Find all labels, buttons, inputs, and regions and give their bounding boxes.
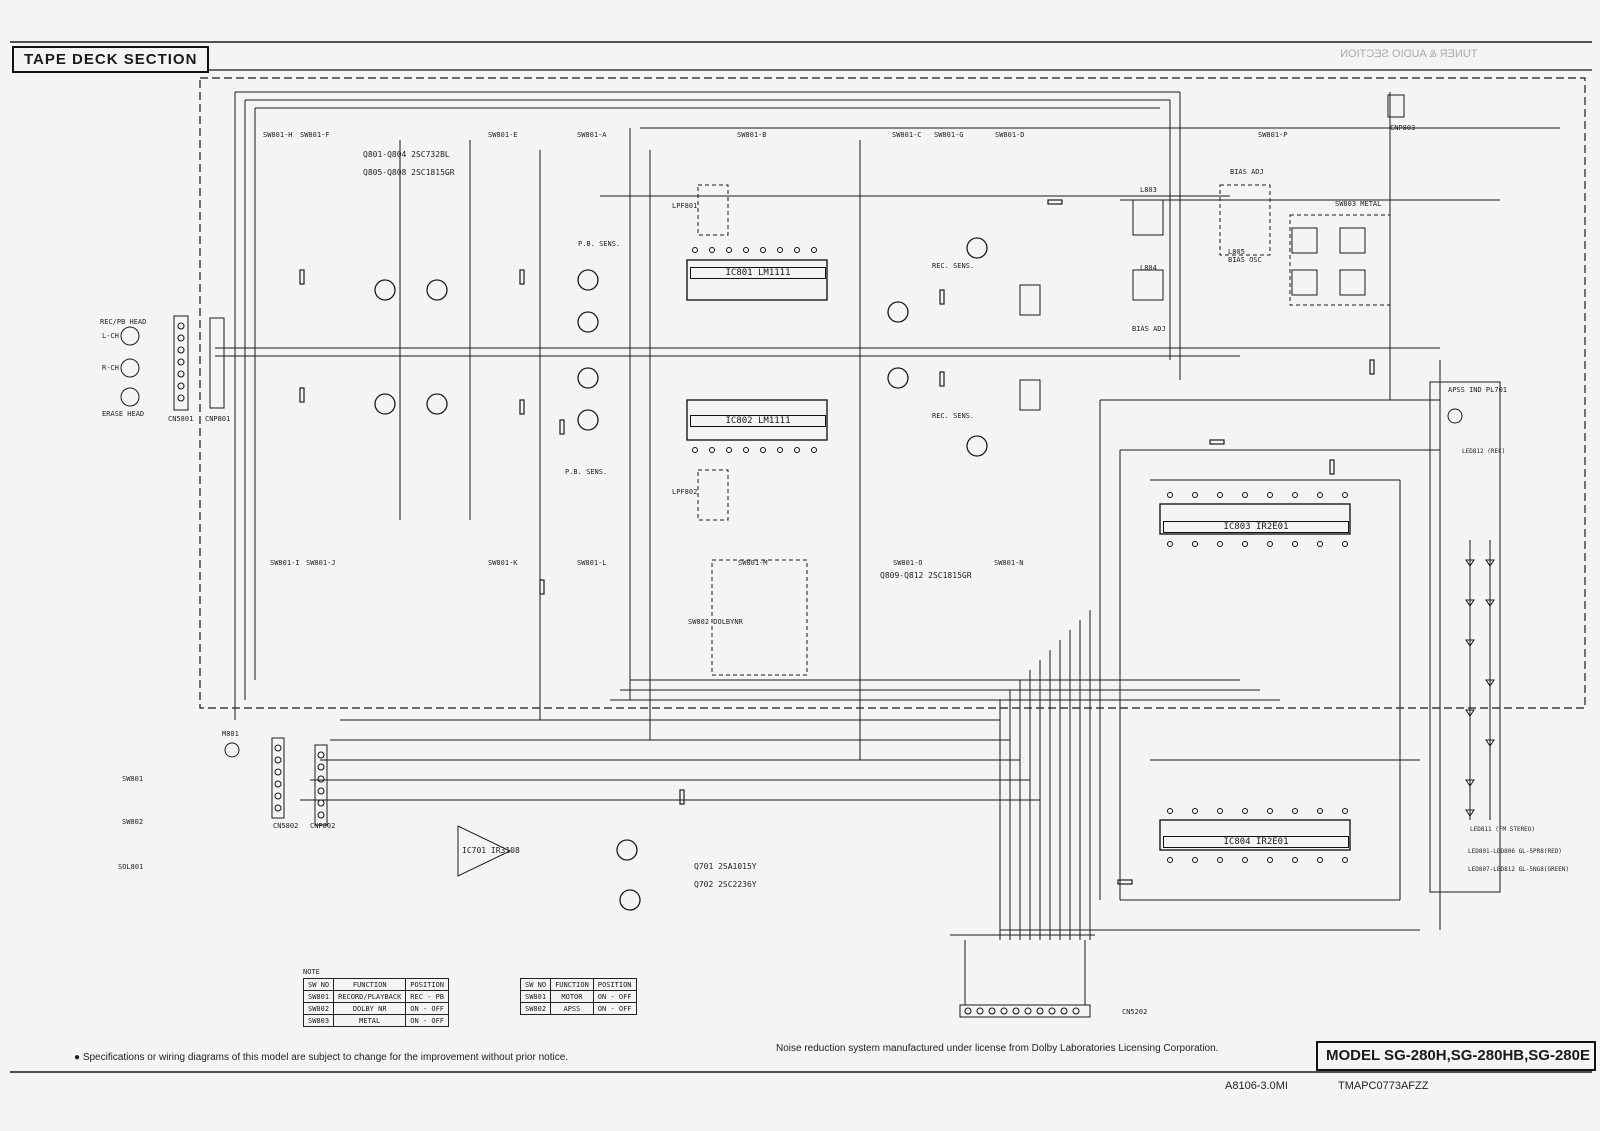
- connector-label: CN5801: [168, 415, 194, 423]
- table-cell: DOLBY NR: [334, 1003, 406, 1015]
- switch-label: SW801-L: [577, 559, 607, 567]
- doc-code: A8106-3.0MI: [1225, 1080, 1288, 1092]
- led-label: LED811 (FM STEREO): [1470, 826, 1536, 833]
- table-cell: METAL: [334, 1015, 406, 1027]
- connector-label: CNP803: [1390, 124, 1416, 132]
- note-table-2: [520, 978, 637, 1015]
- ic-label: IC804 IR2E01: [1163, 836, 1349, 848]
- switch-label: SW801-C: [892, 131, 922, 139]
- transistor-label: Q809-Q812 2SC1815GR: [880, 571, 972, 580]
- led-label: LED812 (REC): [1462, 448, 1506, 455]
- head-label: R-CH: [102, 364, 119, 372]
- connector-label: CNP802: [310, 822, 336, 830]
- transistor-label: Q805-Q808 2SC1815GR: [363, 168, 455, 177]
- table-cell: SW801: [521, 991, 551, 1003]
- coil-label: L803: [1140, 186, 1157, 194]
- ic-label: IC701 IR3108: [462, 846, 520, 855]
- switch-label: SW802 DOLBYNR: [688, 618, 743, 626]
- table-header: FUNCTION: [334, 979, 406, 991]
- sens-label: P.B. SENS.: [578, 240, 621, 248]
- table-cell: MOTOR: [551, 991, 594, 1003]
- head-label: L-CH: [102, 332, 119, 340]
- table-row: [521, 991, 637, 1003]
- table-header: POSITION: [406, 979, 449, 991]
- switch-label: SW801-O: [893, 559, 923, 567]
- note-table-1: [303, 978, 449, 1027]
- table-cell: SW802: [304, 1003, 334, 1015]
- head-label: REC/PB HEAD: [100, 318, 147, 326]
- connector-label: CN5802: [273, 822, 299, 830]
- ghost-title: TUNER & AUDIO SECTION: [1340, 48, 1478, 60]
- table-cell: RECORD/PLAYBACK: [334, 991, 406, 1003]
- table-cell: ON - OFF: [406, 1003, 449, 1015]
- table-row: [521, 1003, 637, 1015]
- switch-label: SW801-A: [577, 131, 607, 139]
- transistor-label: Q801-Q804 2SC732BL: [363, 150, 450, 159]
- ic-label: IC803 IR2E01: [1163, 521, 1349, 533]
- table-header: SW NO: [521, 979, 551, 991]
- table-cell: SW802: [521, 1003, 551, 1015]
- led-label: LED807-LED812 GL-5NG8(GREEN): [1468, 866, 1570, 873]
- motor-label: M801: [222, 730, 239, 738]
- switch-label: SW801-K: [488, 559, 518, 567]
- note-title: NOTE: [303, 968, 320, 976]
- table-cell: SW803: [304, 1015, 334, 1027]
- switch-label: SW801-D: [995, 131, 1025, 139]
- switch-label: SW801-M: [738, 559, 768, 567]
- table-header: FUNCTION: [551, 979, 594, 991]
- table-cell: ON - OFF: [593, 991, 636, 1003]
- section-title: TAPE DECK SECTION: [12, 46, 209, 73]
- sens-label: REC. SENS.: [932, 262, 975, 270]
- table-cell: REC - PB: [406, 991, 449, 1003]
- switch-label: SW803 METAL: [1335, 200, 1382, 208]
- table-row: [304, 1015, 449, 1027]
- table-cell: ON - OFF: [593, 1003, 636, 1015]
- sens-label: REC. SENS.: [932, 412, 975, 420]
- table-cell: SW801: [304, 991, 334, 1003]
- doc-code: TMAPC0773AFZZ: [1338, 1080, 1429, 1092]
- table-cell: APSS: [551, 1003, 594, 1015]
- table-row: [304, 1003, 449, 1015]
- dolby-notice: Noise reduction system manufactured under license from Dolby Laboratories Licensing Corporation.: [776, 1043, 1219, 1054]
- switch-label: SW801: [122, 775, 144, 783]
- coil-label: L805: [1228, 248, 1245, 256]
- switch-label: SW801-B: [737, 131, 767, 139]
- coil-label: L804: [1140, 264, 1157, 272]
- head-label: ERASE HEAD: [102, 410, 145, 418]
- ic-label: IC801 LM1111: [690, 267, 826, 279]
- bias-label: BIAS ADJ: [1132, 325, 1166, 333]
- switch-label: SW802: [122, 818, 144, 826]
- switch-label: SW801-N: [994, 559, 1024, 567]
- switch-label: SW801-I: [270, 559, 300, 567]
- transistor-label: Q702 2SC2236Y: [694, 880, 757, 889]
- table-row: [304, 991, 449, 1003]
- switch-label: SW801-G: [934, 131, 964, 139]
- switch-label: SW801-F: [300, 131, 330, 139]
- filter-label: LPF802: [672, 488, 698, 496]
- switch-label: SW801-P: [1258, 131, 1288, 139]
- table-header: SW NO: [304, 979, 334, 991]
- transistor-label: Q701 2SA1015Y: [694, 862, 757, 871]
- switch-label: SW801-J: [306, 559, 336, 567]
- connector-label: CN5202: [1122, 1008, 1148, 1016]
- spec-notice: ● Specifications or wiring diagrams of this model are subject to change for the improvement without prior notice.: [74, 1052, 569, 1063]
- bias-label: BIAS ADJ: [1230, 168, 1264, 176]
- ic-label: IC802 LM1111: [690, 415, 826, 427]
- table-header: POSITION: [593, 979, 636, 991]
- bias-label: BIAS OSC: [1228, 256, 1262, 264]
- switch-label: SW801-E: [488, 131, 518, 139]
- solenoid-label: SOL801: [118, 863, 144, 871]
- connector-label: CNP801: [205, 415, 231, 423]
- indicator-label: APSS IND PL701: [1448, 386, 1508, 394]
- table-cell: ON - OFF: [406, 1015, 449, 1027]
- led-label: LED801-LED806 GL-5PR8(RED): [1468, 848, 1562, 855]
- model-label: MODEL SG-280H,SG-280HB,SG-280E: [1316, 1041, 1596, 1071]
- sens-label: P.B. SENS.: [565, 468, 608, 476]
- switch-label: SW801-H: [263, 131, 293, 139]
- filter-label: LPF801: [672, 202, 698, 210]
